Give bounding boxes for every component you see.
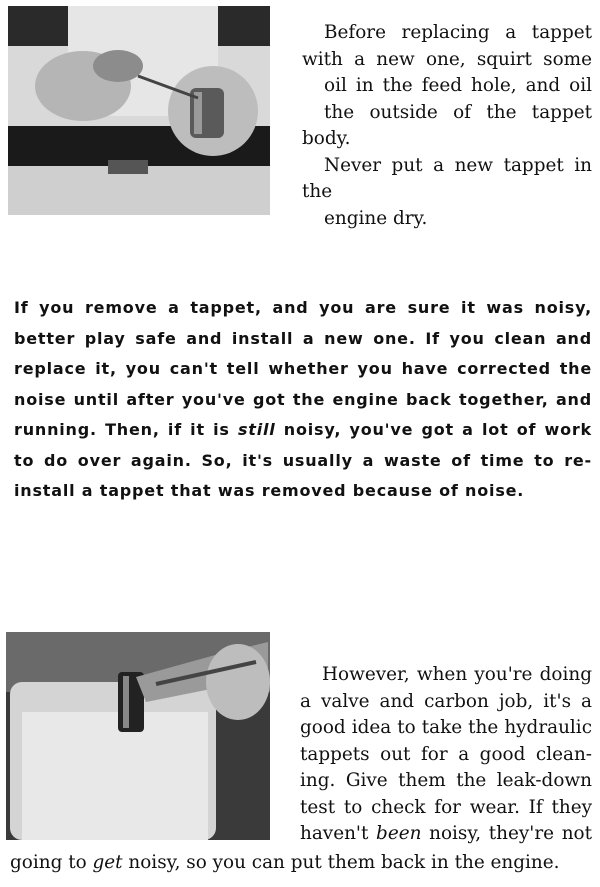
top-caption bbox=[302, 20, 592, 232]
caption-line bbox=[300, 821, 592, 848]
caption-line: However, when you're doing bbox=[322, 664, 592, 685]
main-paragraph bbox=[14, 293, 592, 507]
caption-line: oil in the feed hole, and oil bbox=[324, 75, 592, 96]
bottom-caption-last-line bbox=[10, 850, 596, 877]
paragraph-line: install a tappet that was removed because of noise. bbox=[14, 481, 525, 500]
caption-line: tappets out for a good clean- bbox=[300, 743, 592, 765]
caption-line: the outside of the tappet body. bbox=[302, 101, 592, 149]
caption-segment: haven't bbox=[300, 823, 377, 844]
caption-line: Never put a new tappet in the bbox=[302, 154, 592, 202]
caption-segment: noisy, so you can put them back in the engine. bbox=[122, 852, 560, 873]
paragraph-line: If you remove a tappet, and you are sure it was noisy, bbox=[14, 298, 592, 317]
paragraph-line: better play safe and install a new one. If you clean and bbox=[14, 328, 592, 348]
paragraph-line bbox=[14, 415, 592, 446]
photo-cleaning-tappets bbox=[6, 632, 270, 840]
paragraph-line: replace it, you can't tell whether you have corrected the bbox=[14, 359, 592, 378]
caption-segment: going to bbox=[10, 852, 93, 873]
caption-line: engine dry. bbox=[324, 207, 428, 229]
emphasis-get: get bbox=[92, 852, 123, 873]
caption-line: test to check for wear. If they bbox=[300, 796, 592, 818]
bottom-caption bbox=[300, 662, 592, 848]
caption-line: good idea to take the hydraulic bbox=[300, 717, 592, 738]
caption-line: ing. Give them the leak-down bbox=[300, 770, 592, 791]
paragraph-line: to do over again. So, it's usually a waste of time to re- bbox=[14, 450, 592, 470]
caption-segment: noisy, they're not bbox=[421, 823, 592, 844]
caption-line: a valve and carbon job, it's a bbox=[300, 690, 592, 712]
caption-line: with a new one, squirt some bbox=[302, 48, 592, 70]
photo-oiling-tappet bbox=[8, 6, 270, 215]
paragraph-line: noise until after you've got the engine back together, and bbox=[14, 389, 592, 409]
caption-line: Before replacing a tappet bbox=[324, 22, 592, 43]
emphasis-still: still bbox=[237, 420, 276, 439]
emphasis-been: been bbox=[376, 823, 422, 844]
paragraph-segment: running. Then, if it is bbox=[14, 420, 238, 439]
paragraph-segment: noisy, you've got a lot of work bbox=[275, 420, 592, 439]
